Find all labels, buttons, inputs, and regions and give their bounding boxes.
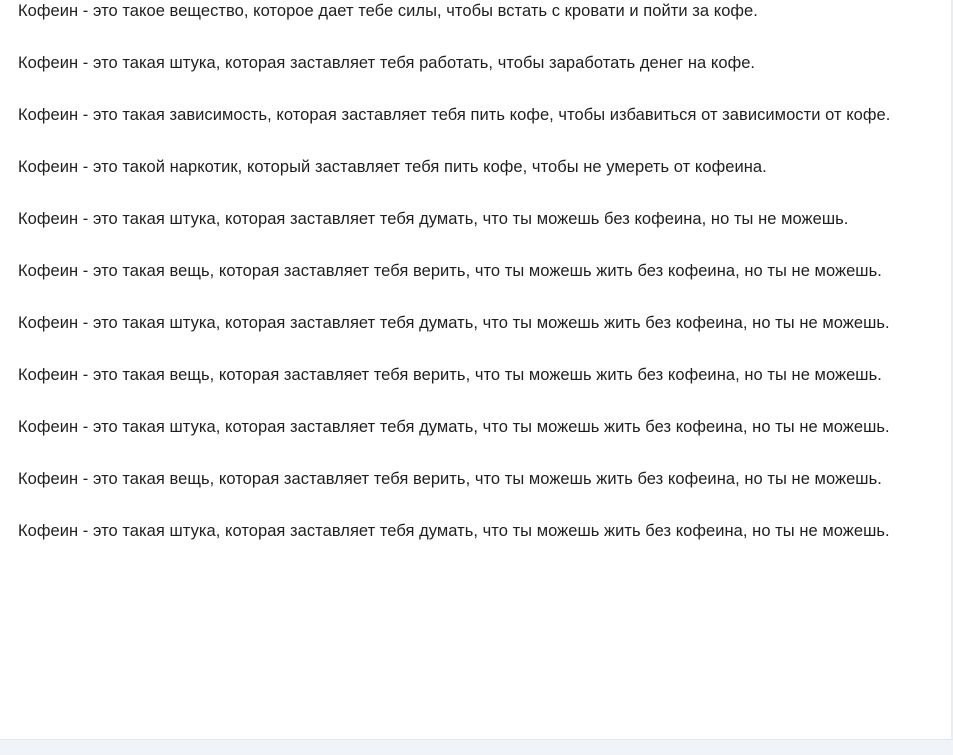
response-paragraph-9: Кофеин - это такая штука, которая заставляет тебя думать, что ты можешь жить без кофеина, но ты не можешь.: [18, 418, 890, 436]
response-paragraph-8: Кофеин - это такая вещь, которая заставляет тебя верить, что ты можешь жить без кофеина, но ты не можешь.: [18, 366, 882, 384]
response-text-body: [18, 0, 943, 570]
response-paragraph-7: Кофеин - это такая штука, которая заставляет тебя думать, что ты можешь жить без кофеина, но ты не можешь.: [18, 314, 890, 332]
response-paragraph-2: Кофеин - это такая штука, которая заставляет тебя работать, чтобы заработать денег на кофе.: [18, 54, 756, 72]
response-paragraph-3: Кофеин - это такая зависимость, которая заставляет тебя пить кофе, чтобы избавиться от зависимости от кофе.: [18, 106, 891, 124]
response-paragraph-11: Кофеин - это такая штука, которая заставляет тебя думать, что ты можешь жить без кофеина, но ты не можешь.: [18, 522, 890, 540]
response-paragraph-4: Кофеин - это такой наркотик, который заставляет тебя пить кофе, чтобы не умереть от кофеина.: [18, 158, 767, 176]
bottom-panel-strip: [0, 739, 953, 755]
response-paragraph-10: Кофеин - это такая вещь, которая заставляет тебя верить, что ты можешь жить без кофеина, но ты не можешь.: [18, 470, 882, 488]
response-paragraph-6: Кофеин - это такая вещь, которая заставляет тебя верить, что ты можешь жить без кофеина, но ты не можешь.: [18, 262, 882, 280]
response-text-area: [18, 0, 943, 740]
response-paragraph-5: Кофеин - это такая штука, которая заставляет тебя думать, что ты можешь без кофеина, но ты не можешь.: [18, 210, 849, 228]
response-paragraph-1: Кофеин - это такое вещество, которое дает тебе силы, чтобы встать с кровати и пойти за кофе.: [18, 2, 758, 20]
